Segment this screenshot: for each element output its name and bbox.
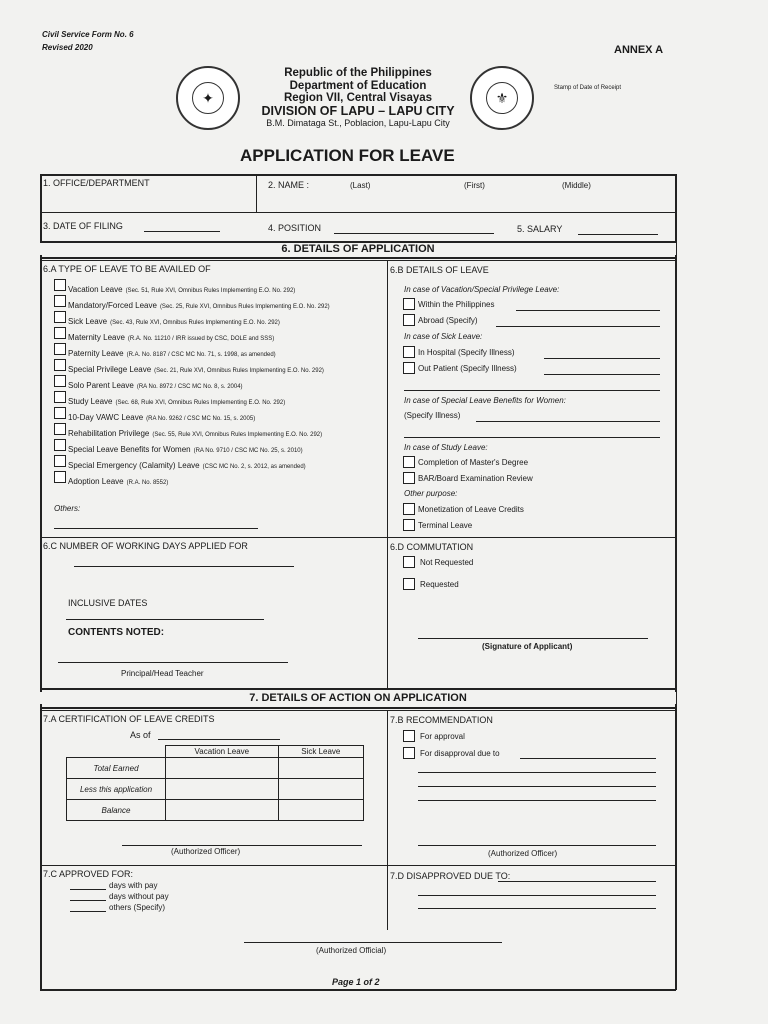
for-disapproval-label: For disapproval due to: [420, 749, 500, 758]
women-case-label: In case of Special Leave Benefits for Women:: [404, 396, 566, 405]
agency-line2: Department of Education: [289, 79, 427, 92]
within-philippines-checkbox[interactable]: [403, 298, 415, 310]
for-approval-checkbox[interactable]: [403, 730, 415, 742]
masters-degree-label: Completion of Master's Degree: [418, 458, 529, 467]
leave-type-legal-basis: (Sec. 25, Rule XVI, Omnibus Rules Implementing E.O. No. 292): [159, 304, 330, 310]
deped-seal-icon: ⚜: [470, 66, 534, 130]
name-middle-label: (Middle): [562, 181, 591, 190]
leave-type-legal-basis: (Sec. 43, Rule XVI, Omnibus Rules Implementing E.O. No. 292): [110, 320, 280, 326]
section-6-title: 6. DETAILS OF APPLICATION: [40, 243, 676, 255]
section-7b-title: 7.B RECOMMENDATION: [390, 715, 493, 725]
row-balance: Balance: [67, 800, 166, 821]
terminal-leave-checkbox[interactable]: [403, 519, 415, 531]
leave-type-legal-basis: (R.A. No. 8552): [126, 480, 169, 486]
leave-type-label: Maternity Leave: [68, 333, 125, 342]
leave-type-legal-basis: (RA No. 9262 / CSC MC No. 15, s. 2005): [146, 416, 256, 422]
study-case-label: In case of Study Leave:: [404, 443, 488, 452]
bar-review-checkbox[interactable]: [403, 472, 415, 484]
leave-type-checkbox[interactable]: [54, 423, 66, 435]
balance-sick-cell[interactable]: [278, 800, 363, 821]
in-hospital-label: In Hospital (Specify Illness): [418, 348, 515, 357]
date-of-filing-field[interactable]: [144, 231, 220, 232]
section-7-title: 7. DETAILS OF ACTION ON APPLICATION: [40, 692, 676, 704]
terminal-leave-label: Terminal Leave: [418, 521, 473, 530]
table-row: [67, 758, 364, 779]
balance-vacation-cell[interactable]: [166, 800, 279, 821]
authorized-officer-label-b: (Authorized Officer): [488, 849, 558, 858]
credits-corner-cell: [67, 746, 166, 758]
salary-field[interactable]: [578, 234, 658, 235]
leave-type-legal-basis: (R.A. No. 11210 / IRR issued by CSC, DOLE and SSS): [127, 336, 275, 342]
principal-signature-field[interactable]: [58, 662, 288, 663]
leave-type-legal-basis: (RA No. 8972 / CSC MC No. 8, s. 2004): [136, 384, 243, 390]
salary-label: 5. SALARY: [517, 224, 563, 234]
leave-type-label: Rehabilitation Privilege: [68, 429, 150, 438]
disapproval-reason-field-2[interactable]: [418, 772, 656, 773]
leave-type-legal-basis: (RA No. 9710 / CSC MC No. 25, s. 2010): [193, 448, 303, 454]
working-days-field[interactable]: [74, 566, 294, 567]
leave-type-legal-basis: (Sec. 51, Rule XVI, Omnibus Rules Implementing E.O. No. 292): [125, 288, 296, 294]
leave-type-legal-basis: (CSC MC No. 2, s. 2012, as amended): [202, 464, 306, 470]
inclusive-dates-field[interactable]: [66, 619, 264, 620]
for-disapproval-checkbox[interactable]: [403, 747, 415, 759]
leave-type-legal-basis: (R.A. No. 8187 / CSC MC No. 71, s. 1998, as amended): [126, 352, 276, 358]
form-title: APPLICATION FOR LEAVE: [240, 146, 455, 165]
revised-date: Revised 2020: [42, 43, 93, 52]
disapproval-reason-field-4[interactable]: [418, 800, 656, 801]
row-total-earned: Total Earned: [67, 758, 166, 779]
abroad-field[interactable]: [496, 326, 660, 327]
leave-type-label: Solo Parent Leave: [68, 381, 134, 390]
others-field[interactable]: [54, 528, 258, 529]
leave-type-label: Special Emergency (Calamity) Leave: [68, 461, 200, 470]
leave-type-checkbox[interactable]: [54, 327, 66, 339]
bar-review-label: BAR/Board Examination Review: [418, 474, 533, 483]
section-6a-title: 6.A TYPE OF LEAVE TO BE AVAILED OF: [43, 264, 211, 274]
leave-type-checkbox[interactable]: [54, 455, 66, 467]
out-patient-label: Out Patient (Specify Illness): [418, 364, 517, 373]
as-of-label: As of: [130, 730, 151, 740]
position-label: 4. POSITION: [268, 223, 322, 233]
leave-type-label: Special Privilege Leave: [68, 365, 152, 374]
section-6d-title: 6.D COMMUTATION: [390, 542, 474, 552]
agency-line3: Region VII, Central Visayas: [283, 92, 433, 104]
specify-illness-label: (Specify Illness): [404, 411, 461, 420]
disapproval-reason-field-1[interactable]: [520, 758, 656, 759]
sick-leave-extra-field[interactable]: [404, 390, 660, 391]
name-first-label: (First): [464, 181, 485, 190]
contents-noted-label: CONTENTS NOTED:: [68, 627, 165, 638]
inclusive-dates-label: INCLUSIVE DATES: [68, 598, 148, 608]
col-vacation-leave: Vacation Leave: [166, 746, 279, 758]
disapproved-reason-field-1[interactable]: [498, 881, 656, 882]
disapproved-reason-field-2[interactable]: [418, 895, 656, 896]
total-earned-sick-cell[interactable]: [278, 758, 363, 779]
within-philippines-field[interactable]: [516, 310, 660, 311]
leave-type-legal-basis: (Sec. 68, Rule XVI, Omnibus Rules Implementing E.O. No. 292): [115, 400, 286, 406]
col-sick-leave: Sick Leave: [278, 746, 363, 758]
leave-type-checkbox[interactable]: [54, 279, 66, 291]
disapproval-reason-field-3[interactable]: [418, 786, 656, 787]
authorized-officer-signature-b[interactable]: [418, 845, 656, 846]
total-earned-vacation-cell[interactable]: [166, 758, 279, 779]
days-without-pay-label: days without pay: [109, 892, 169, 901]
monetization-label: Monetization of Leave Credits: [418, 505, 524, 514]
date-of-filing-label: 3. DATE OF FILING: [43, 221, 123, 231]
principal-label: Principal/Head Teacher: [121, 669, 204, 678]
signature-of-applicant-label: (Signature of Applicant): [482, 642, 573, 651]
vacation-case-label: In case of Vacation/Special Privilege Leave:: [404, 285, 560, 294]
leave-type-item: [68, 471, 168, 489]
leave-type-label: Special Leave Benefits for Women: [68, 445, 191, 454]
not-requested-label: Not Requested: [420, 558, 474, 567]
name-label: 2. NAME :: [268, 180, 310, 190]
for-approval-label: For approval: [420, 732, 465, 741]
table-row: [67, 779, 364, 800]
row-less-application: Less this application: [67, 779, 166, 800]
page-number: Page 1 of 2: [332, 977, 380, 987]
leave-type-checkbox[interactable]: [54, 295, 66, 307]
authorized-officer-label-a: (Authorized Officer): [171, 847, 241, 856]
disapproved-reason-field-3[interactable]: [418, 908, 656, 909]
within-philippines-label: Within the Philippines: [418, 300, 495, 309]
others-specify-label: others (Specify): [109, 903, 166, 912]
stamp-of-receipt-label: Stamp of Date of Receipt: [554, 85, 622, 91]
days-without-pay-field[interactable]: [70, 900, 106, 901]
section-7d-title: 7.D DISAPPROVED DUE TO:: [390, 871, 511, 881]
leave-type-label: Adoption Leave: [68, 477, 124, 486]
abroad-label: Abroad (Specify): [418, 316, 478, 325]
authorized-officer-signature-a[interactable]: [122, 845, 362, 846]
leave-type-checkbox[interactable]: [54, 343, 66, 355]
leave-type-label: Study Leave: [68, 397, 113, 406]
requested-label: Requested: [420, 580, 459, 589]
out-patient-field[interactable]: [544, 374, 660, 375]
in-hospital-checkbox[interactable]: [403, 346, 415, 358]
agency-header: [240, 67, 476, 130]
section-6c-title: 6.C NUMBER OF WORKING DAYS APPLIED FOR: [43, 541, 248, 551]
less-application-sick-cell[interactable]: [278, 779, 363, 800]
others-label: Others:: [54, 504, 81, 513]
sick-case-label: In case of Sick Leave:: [404, 332, 483, 341]
masters-degree-checkbox[interactable]: [403, 456, 415, 468]
section-7a-title: 7.A CERTIFICATION OF LEAVE CREDITS: [43, 714, 215, 724]
annex-label: ANNEX A: [614, 44, 664, 56]
section-6b-title: 6.B DETAILS OF LEAVE: [390, 265, 489, 275]
authorized-official-label: (Authorized Official): [316, 946, 387, 955]
less-application-vacation-cell[interactable]: [166, 779, 279, 800]
days-with-pay-label: days with pay: [109, 881, 158, 890]
not-requested-checkbox[interactable]: [403, 556, 415, 568]
days-with-pay-field[interactable]: [70, 889, 106, 890]
leave-type-label: Vacation Leave: [68, 285, 123, 294]
leave-type-label: Mandatory/Forced Leave: [68, 301, 157, 310]
women-extra-field[interactable]: [404, 437, 660, 438]
position-field[interactable]: [334, 233, 494, 234]
leave-type-label: Paternity Leave: [68, 349, 124, 358]
leave-type-checkbox[interactable]: [54, 407, 66, 419]
cs-form-number: Civil Service Form No. 6: [42, 30, 134, 39]
leave-type-checkbox[interactable]: [54, 375, 66, 387]
leave-type-checkbox[interactable]: [54, 311, 66, 323]
agency-line4: DIVISION OF LAPU – LAPU CITY: [261, 103, 455, 118]
out-patient-checkbox[interactable]: [403, 362, 415, 374]
agency-line1: Republic of the Philippines: [284, 67, 432, 79]
applicant-signature-field[interactable]: [418, 638, 648, 639]
agency-line5: B.M. Dimataga St., Poblacion, Lapu-Lapu City: [266, 118, 450, 128]
authorized-official-signature[interactable]: [244, 942, 502, 943]
leave-type-checkbox[interactable]: [54, 471, 66, 483]
leave-type-checkbox[interactable]: [54, 359, 66, 371]
requested-checkbox[interactable]: [403, 578, 415, 590]
leave-type-checkbox[interactable]: [54, 439, 66, 451]
leave-type-checkbox[interactable]: [54, 391, 66, 403]
as-of-field[interactable]: [158, 739, 280, 740]
leave-credits-table: [66, 745, 364, 821]
leave-type-legal-basis: (Sec. 21, Rule XVI, Omnibus Rules Implementing E.O. No. 292): [154, 368, 324, 374]
in-hospital-field[interactable]: [544, 358, 660, 359]
monetization-checkbox[interactable]: [403, 503, 415, 515]
others-specify-field[interactable]: [70, 911, 106, 912]
other-purpose-label: Other purpose:: [404, 489, 458, 498]
leave-type-label: Sick Leave: [68, 317, 108, 326]
deped-division-seal-icon: ✦: [176, 66, 240, 130]
specify-illness-field[interactable]: [476, 421, 660, 422]
abroad-checkbox[interactable]: [403, 314, 415, 326]
name-last-label: (Last): [350, 181, 371, 190]
office-department-label: 1. OFFICE/DEPARTMENT: [43, 178, 150, 188]
section-7c-title: 7.C APPROVED FOR:: [43, 869, 134, 879]
leave-type-legal-basis: (Sec. 55, Rule XVI, Omnibus Rules Implementing E.O. No. 292): [152, 432, 323, 438]
table-row: [67, 800, 364, 821]
leave-type-label: 10-Day VAWC Leave: [68, 413, 144, 422]
